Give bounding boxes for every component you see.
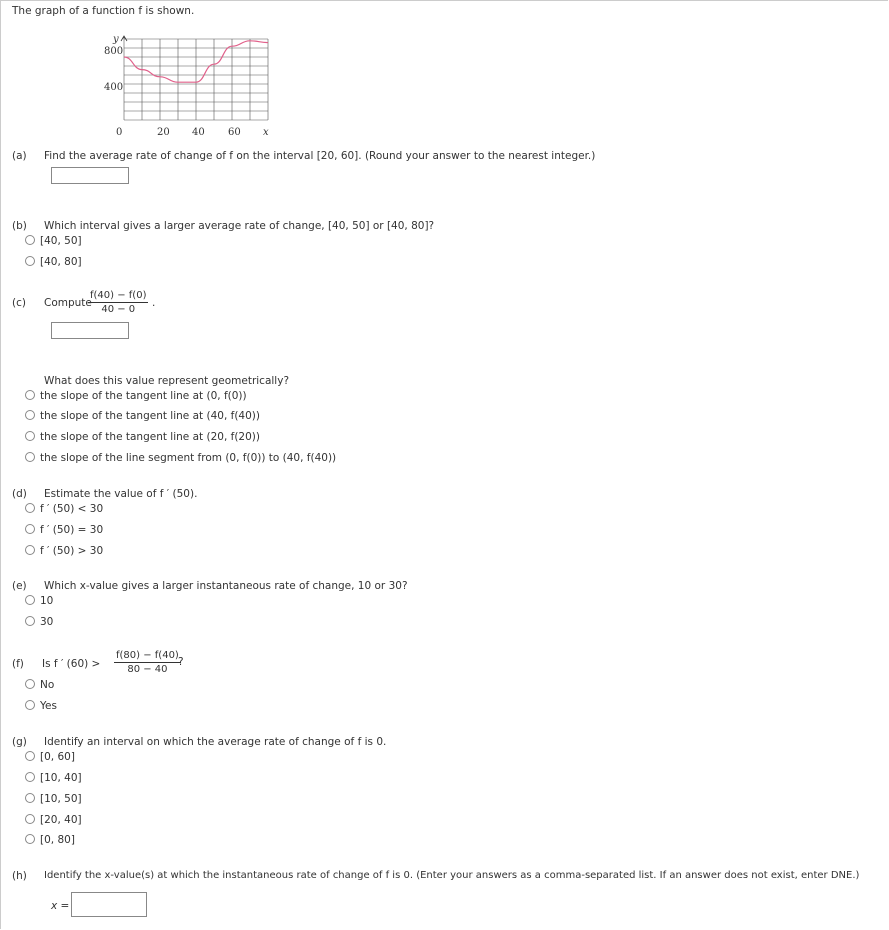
radio-button[interactable] (25, 390, 35, 400)
part-g-label: (g) (12, 736, 27, 748)
part-g-option-2[interactable]: [10, 40] (25, 771, 82, 785)
part-b-option-1[interactable]: [40, 50] (25, 234, 82, 248)
radio-button[interactable] (25, 679, 35, 689)
radio-button[interactable] (25, 235, 35, 245)
radio-button[interactable] (25, 793, 35, 803)
radio-button[interactable] (25, 524, 35, 534)
part-d-option-2[interactable]: f ′ (50) = 30 (25, 523, 103, 537)
x-tick-20: 20 (157, 127, 170, 138)
part-f-numerator: f(80) − f(40) (116, 650, 179, 661)
part-c-period: . (152, 297, 156, 309)
part-c-option-1[interactable]: the slope of the tangent line at (0, f(0)) (25, 389, 247, 403)
part-a-question: Find the average rate of change of f on the interval [20, 60]. (Round your answer to the nearest integer.) (44, 150, 596, 162)
radio-button[interactable] (25, 256, 35, 266)
radio-button[interactable] (25, 834, 35, 844)
part-c-denominator: 40 − 0 (101, 304, 136, 315)
part-f-question-mark: ? (178, 656, 184, 668)
part-e-label: (e) (12, 580, 27, 592)
y-tick-800: 800 (104, 46, 124, 57)
part-c-compute-text: Compute (44, 297, 92, 309)
part-a-answer-input[interactable] (51, 167, 129, 184)
part-c-fraction (88, 290, 148, 315)
x-tick-60: 60 (228, 127, 241, 138)
part-h-input-label: x = (51, 900, 70, 912)
part-g-option-1[interactable]: [0, 60] (25, 750, 75, 764)
part-d-option-3[interactable]: f ′ (50) > 30 (25, 544, 103, 558)
part-e-option-2[interactable]: 30 (25, 615, 53, 629)
y-tick-0: 0 (116, 127, 123, 138)
part-c-option-4[interactable]: the slope of the line segment from (0, f(0)) to (40, f(40)) (25, 451, 336, 465)
radio-button[interactable] (25, 700, 35, 710)
part-g-option-4[interactable]: [20, 40] (25, 813, 82, 827)
part-g-option-5[interactable]: [0, 80] (25, 833, 75, 847)
part-b-option-2[interactable]: [40, 80] (25, 255, 82, 269)
function-graph (98, 33, 278, 138)
part-c-option-3[interactable]: the slope of the tangent line at (20, f(20)) (25, 430, 260, 444)
part-b-question: Which interval gives a larger average rate of change, [40, 50] or [40, 80]? (44, 220, 435, 232)
part-c-answer-input[interactable] (51, 322, 129, 339)
y-axis-label: y (113, 34, 119, 45)
part-g-option-3[interactable]: [10, 50] (25, 792, 82, 806)
radio-button[interactable] (25, 452, 35, 462)
part-c-followup-question: What does this value represent geometrically? (44, 375, 290, 387)
graph-grid (121, 36, 268, 120)
intro-text: The graph of a function f is shown. (12, 5, 195, 17)
part-b-label: (b) (12, 220, 27, 232)
radio-button[interactable] (25, 595, 35, 605)
radio-button[interactable] (25, 503, 35, 513)
part-c-label: (c) (12, 297, 26, 309)
radio-button[interactable] (25, 410, 35, 420)
part-f-option-2[interactable]: Yes (25, 699, 57, 713)
y-tick-400: 400 (104, 82, 124, 93)
part-d-option-1[interactable]: f ′ (50) < 30 (25, 502, 103, 516)
x-tick-40: 40 (192, 127, 205, 138)
part-c-numerator: f(40) − f(0) (90, 290, 147, 301)
part-g-question: Identify an interval on which the average rate of change of f is 0. (44, 736, 387, 748)
part-d-question: Estimate the value of f ′ (50). (44, 488, 198, 500)
radio-button[interactable] (25, 431, 35, 441)
part-d-label: (d) (12, 488, 27, 500)
part-h-answer-input[interactable] (71, 892, 147, 917)
part-h-label: (h) (12, 870, 27, 882)
part-f-fraction (114, 650, 181, 675)
radio-button[interactable] (25, 772, 35, 782)
part-e-question: Which x-value gives a larger instantaneous rate of change, 10 or 30? (44, 580, 408, 592)
part-e-option-1[interactable]: 10 (25, 594, 53, 608)
part-f-question: Is f ′ (60) > (42, 658, 101, 670)
part-c-option-2[interactable]: the slope of the tangent line at (40, f(40)) (25, 409, 260, 423)
x-axis-label: x (263, 127, 269, 138)
radio-button[interactable] (25, 751, 35, 761)
part-h-question: Identify the x-value(s) at which the instantaneous rate of change of f is 0. (Enter your answers as a comma-separated list. If an answer does not exist, enter DNE.) (44, 870, 860, 881)
radio-button[interactable] (25, 545, 35, 555)
radio-button[interactable] (25, 616, 35, 626)
part-f-denominator: 80 − 40 (127, 664, 168, 675)
part-f-label: (f) (12, 658, 24, 670)
part-a-label: (a) (12, 150, 27, 162)
part-f-option-1[interactable]: No (25, 678, 54, 692)
radio-button[interactable] (25, 814, 35, 824)
